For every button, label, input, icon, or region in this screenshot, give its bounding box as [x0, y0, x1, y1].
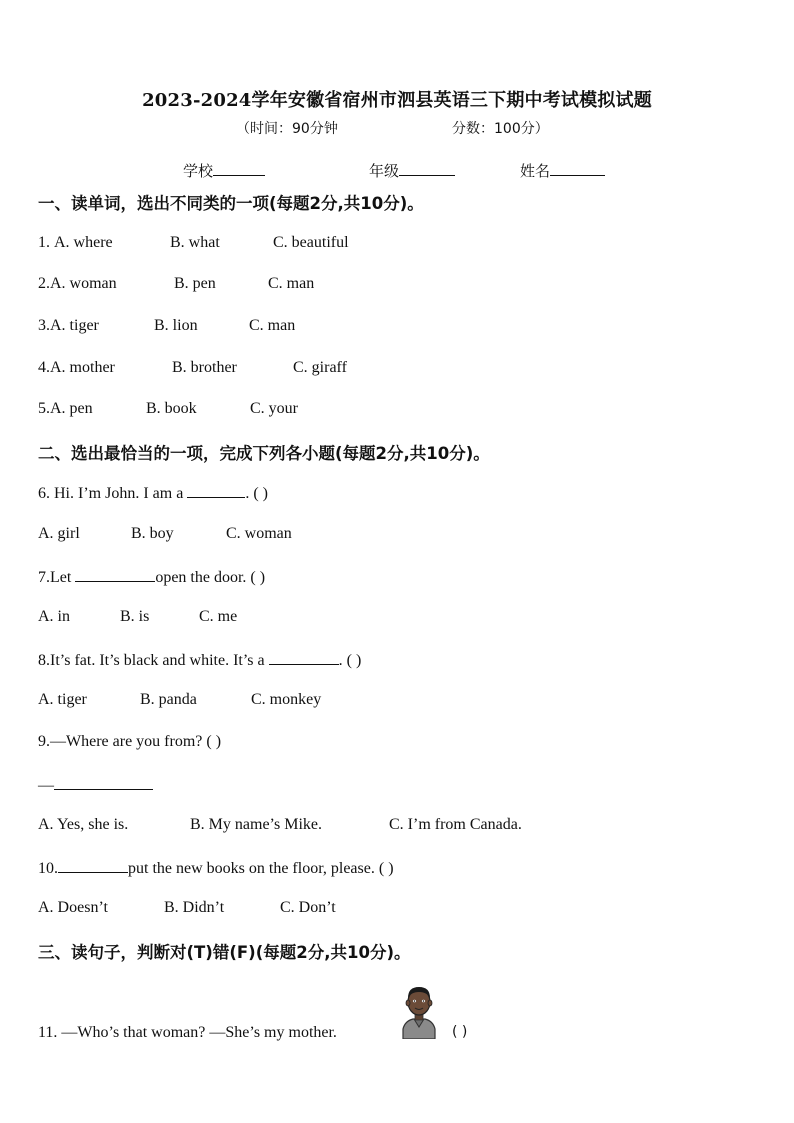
question-10	[38, 858, 394, 878]
q10-text-after: put the new books on the floor, please. ( )	[128, 860, 394, 877]
q7-blank[interactable]	[75, 567, 155, 582]
q4-number: 4.	[38, 359, 50, 376]
q10-option-a[interactable]: A. Doesn’t	[38, 899, 108, 916]
q1-option-b[interactable]: B. what	[170, 234, 220, 251]
name-label: 姓名	[520, 162, 551, 180]
grade-label: 年级	[369, 162, 400, 180]
question-11: 11. —Who’s that woman? —She’s my mother.	[38, 1024, 337, 1041]
q3-option-c[interactable]: C. man	[249, 317, 296, 334]
name-blank[interactable]	[550, 161, 605, 176]
q6-text-before: 6. Hi. I’m John. I am a	[38, 485, 188, 502]
q8-text-after: . ( )	[338, 652, 362, 669]
boy-avatar-icon	[399, 983, 439, 1039]
exam-score: 分数：100分）	[452, 121, 549, 137]
question-2	[38, 275, 117, 293]
school-blank[interactable]	[213, 161, 265, 176]
q7-option-b[interactable]: B. is	[120, 608, 150, 625]
q8-option-c[interactable]: C. monkey	[251, 691, 322, 708]
q1-number: 1.	[38, 234, 54, 251]
question-3	[38, 317, 99, 335]
q5-option-b[interactable]: B. book	[146, 400, 197, 417]
q8-option-a[interactable]: A. tiger	[38, 691, 87, 708]
question-7	[38, 567, 265, 587]
q4-option-c[interactable]: C. giraff	[293, 359, 347, 376]
question-8	[38, 650, 361, 670]
q2-option-b[interactable]: B. pen	[174, 275, 216, 292]
q5-number: 5.	[38, 400, 50, 417]
q8-blank[interactable]	[269, 650, 339, 665]
q2-number: 2.	[38, 275, 50, 292]
grade-blank[interactable]	[399, 161, 455, 176]
school-field	[183, 160, 265, 181]
section-1-heading: 一、读单词，选出不同类的一项(每题2分,共10分)。	[38, 194, 424, 213]
q2-option-c[interactable]: C. man	[268, 275, 315, 292]
q9-blank[interactable]	[54, 775, 153, 790]
q6-text-after: . ( )	[245, 485, 268, 502]
q11-answer-paren[interactable]: ( )	[452, 1024, 468, 1040]
q9-option-a[interactable]: A. Yes, she is.	[38, 816, 129, 833]
school-label: 学校	[183, 162, 214, 180]
name-field	[520, 160, 605, 181]
q2-option-a[interactable]: A. woman	[50, 275, 117, 292]
question-1	[38, 234, 113, 252]
q3-option-a[interactable]: A. tiger	[50, 317, 99, 334]
q8-text-before: 8.It’s fat. It’s black and white. It’s a	[38, 652, 269, 669]
question-9: 9.—Where are you from? ( )	[38, 733, 222, 750]
exam-time: （时间：90分钟	[236, 121, 338, 137]
q6-option-c[interactable]: C. woman	[226, 525, 292, 542]
q10-text-before: 10.	[38, 860, 58, 877]
grade-field	[369, 160, 455, 181]
q5-option-c[interactable]: C. your	[250, 400, 298, 417]
section-3-heading: 三、读句子，判断对(T)错(F)(每题2分,共10分)。	[38, 943, 411, 962]
q7-text-after: open the door. ( )	[155, 569, 266, 586]
q9-dash: —	[38, 777, 54, 794]
q1-option-a[interactable]: A. where	[54, 234, 113, 251]
q9-answer-line	[38, 775, 153, 795]
q1-option-c[interactable]: C. beautiful	[273, 234, 349, 251]
question-5	[38, 400, 93, 418]
q8-option-b[interactable]: B. panda	[140, 691, 197, 708]
q6-option-a[interactable]: A. girl	[38, 525, 80, 542]
q10-blank[interactable]	[58, 858, 128, 873]
question-4	[38, 359, 115, 377]
q7-option-c[interactable]: C. me	[199, 608, 238, 625]
q5-option-a[interactable]: A. pen	[50, 400, 93, 417]
q3-number: 3.	[38, 317, 50, 334]
q9-option-c[interactable]: C. I’m from Canada.	[389, 816, 522, 833]
q9-option-b[interactable]: B. My name’s Mike.	[190, 816, 322, 833]
q4-option-a[interactable]: A. mother	[50, 359, 115, 376]
q10-option-b[interactable]: B. Didn’t	[164, 899, 225, 916]
q10-option-c[interactable]: C. Don’t	[280, 899, 336, 916]
page-title: 2023-2024学年安徽省宿州市泗县英语三下期中考试模拟试题	[142, 90, 652, 111]
q6-blank[interactable]	[187, 483, 245, 498]
q3-option-b[interactable]: B. lion	[154, 317, 198, 334]
question-6	[38, 483, 268, 503]
q7-option-a[interactable]: A. in	[38, 608, 70, 625]
q4-option-b[interactable]: B. brother	[172, 359, 237, 376]
q7-text-before: 7.Let	[38, 569, 76, 586]
section-2-heading: 二、选出最恰当的一项，完成下列各小题(每题2分,共10分)。	[38, 444, 490, 463]
q6-option-b[interactable]: B. boy	[131, 525, 174, 542]
